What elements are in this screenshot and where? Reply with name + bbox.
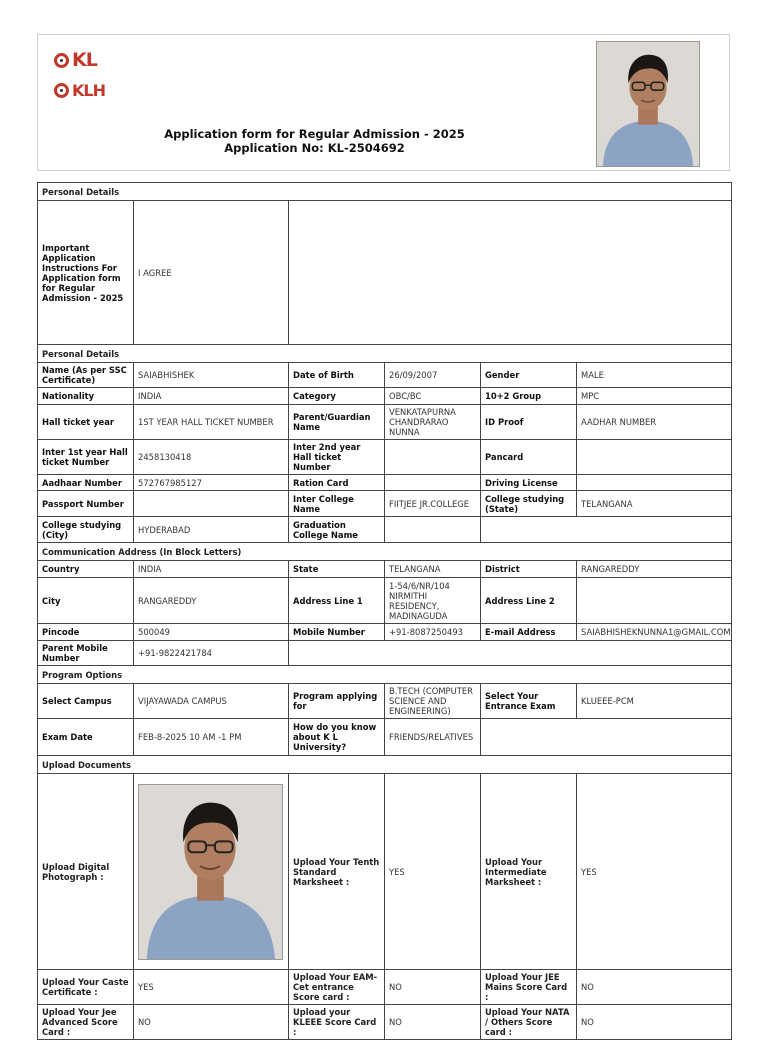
campus-label: Select Campus	[38, 684, 134, 719]
blank-cell	[289, 641, 732, 666]
graduation-label: Graduation College Name	[289, 517, 385, 543]
upload-caste-value: YES	[134, 970, 289, 1005]
passport-label: Passport Number	[38, 491, 134, 517]
city-value: RANGAREDDY	[134, 578, 289, 624]
address-line1-value: 1-54/6/NR/104 NIRMITHI RESIDENCY, MADINAGUDA	[385, 578, 481, 624]
upload-jee-advanced-label: Upload Your Jee Advanced Score Card :	[38, 1005, 134, 1040]
upload-photo-label: Upload Digital Photograph :	[38, 774, 134, 970]
address-line2-value	[577, 578, 732, 624]
category-value: OBC/BC	[385, 388, 481, 405]
upload-tenth-value: YES	[385, 774, 481, 970]
inter2-value	[385, 440, 481, 475]
ration-value	[385, 475, 481, 491]
program-value: B.TECH (COMPUTER SCIENCE AND ENGINEERING)	[385, 684, 481, 719]
email-label: E-mail Address	[481, 624, 577, 641]
upload-tenth-label: Upload Your Tenth Standard Marksheet :	[289, 774, 385, 970]
exam-date-value: FEB-8-2025 10 AM -1 PM	[134, 719, 289, 756]
upload-photo-cell	[134, 774, 289, 970]
college-state-label: College studying (State)	[481, 491, 577, 517]
upload-nata-label: Upload Your NATA / Others Score card :	[481, 1005, 577, 1040]
upload-inter-label: Upload Your Intermediate Marksheet :	[481, 774, 577, 970]
mobile-value: +91-8087250493	[385, 624, 481, 641]
exam-date-label: Exam Date	[38, 719, 134, 756]
instructions-value: I AGREE	[134, 201, 289, 345]
college-city-label: College studying (City)	[38, 517, 134, 543]
seal-icon	[54, 83, 69, 98]
guardian-value: VENKATAPURNA CHANDRARAO NUNNA	[385, 405, 481, 440]
ration-label: Ration Card	[289, 475, 385, 491]
parent-mobile-value: +91-9822421784	[134, 641, 289, 666]
nationality-label: Nationality	[38, 388, 134, 405]
pincode-label: Pincode	[38, 624, 134, 641]
entrance-exam-value: KLUEEE-PCM	[577, 684, 732, 719]
college-city-value: HYDERABAD	[134, 517, 289, 543]
klh-university-logo	[54, 81, 116, 103]
instructions-label: Important Application Instructions For Application form for Regular Admission - 2025	[38, 201, 134, 345]
upload-jee-advanced-value: NO	[134, 1005, 289, 1040]
form-title-line1: Application form for Regular Admission - 2025	[164, 127, 465, 141]
section-personal-details: Personal Details	[38, 345, 732, 363]
pancard-label: Pancard	[481, 440, 577, 475]
campus-value: VIJAYAWADA CAMPUS	[134, 684, 289, 719]
category-label: Category	[289, 388, 385, 405]
program-label: Program applying for	[289, 684, 385, 719]
upload-caste-label: Upload Your Caste Certificate :	[38, 970, 134, 1005]
section-personal-details-top: Personal Details	[38, 183, 732, 201]
aadhaar-label: Aadhaar Number	[38, 475, 134, 491]
logo-text-klh: KLH	[72, 81, 105, 100]
seal-icon	[54, 53, 69, 68]
dob-label: Date of Birth	[289, 363, 385, 388]
guardian-label: Parent/Guardian Name	[289, 405, 385, 440]
uploaded-portrait-icon	[139, 785, 282, 959]
pincode-value: 500049	[134, 624, 289, 641]
graduation-value	[385, 517, 481, 543]
parent-mobile-label: Parent Mobile Number	[38, 641, 134, 666]
college-state-value: TELANGANA	[577, 491, 732, 517]
group-value: MPC	[577, 388, 732, 405]
inter1-label: Inter 1st year Hall ticket Number	[38, 440, 134, 475]
hallticket-label: Hall ticket year	[38, 405, 134, 440]
applicant-photo	[596, 41, 700, 167]
intercollege-value: FIITJEE JR.COLLEGE	[385, 491, 481, 517]
district-value: RANGAREDDY	[577, 561, 732, 578]
instructions-blank	[289, 201, 732, 345]
city-label: City	[38, 578, 134, 624]
inter1-value: 2458130418	[134, 440, 289, 475]
upload-kleee-label: Upload your KLEEE Score Card :	[289, 1005, 385, 1040]
blank-cell	[481, 517, 732, 543]
applicant-portrait-icon	[597, 42, 699, 166]
section-program-options: Program Options	[38, 666, 732, 684]
address-line1-label: Address Line 1	[289, 578, 385, 624]
section-communication-address: Communication Address (In Block Letters)	[38, 543, 732, 561]
blank-cell	[481, 719, 732, 756]
group-label: 10+2 Group	[481, 388, 577, 405]
state-value: TELANGANA	[385, 561, 481, 578]
country-value: INDIA	[134, 561, 289, 578]
know-label: How do you know about K L University?	[289, 719, 385, 756]
intercollege-label: Inter College Name	[289, 491, 385, 517]
nationality-value: INDIA	[134, 388, 289, 405]
address-line2-label: Address Line 2	[481, 578, 577, 624]
logo-text-kl: KL	[72, 49, 97, 71]
upload-inter-value: YES	[577, 774, 732, 970]
upload-jee-mains-label: Upload Your JEE Mains Score Card :	[481, 970, 577, 1005]
name-label: Name (As per SSC Certificate)	[38, 363, 134, 388]
mobile-label: Mobile Number	[289, 624, 385, 641]
upload-eamcet-value: NO	[385, 970, 481, 1005]
email-value: SAIABHISHEKNUNNA1@GMAIL.COM	[577, 624, 732, 641]
application-form-table	[37, 182, 732, 1040]
district-label: District	[481, 561, 577, 578]
passport-value	[134, 491, 289, 517]
inter2-label: Inter 2nd year Hall ticket Number	[289, 440, 385, 475]
state-label: State	[289, 561, 385, 578]
name-value: SAIABHISHEK	[134, 363, 289, 388]
upload-kleee-value: NO	[385, 1005, 481, 1040]
driving-value	[577, 475, 732, 491]
entrance-exam-label: Select Your Entrance Exam	[481, 684, 577, 719]
kl-university-logo	[54, 51, 116, 73]
idproof-label: ID Proof	[481, 405, 577, 440]
gender-label: Gender	[481, 363, 577, 388]
gender-value: MALE	[577, 363, 732, 388]
pancard-value	[577, 440, 732, 475]
hallticket-value: 1ST YEAR HALL TICKET NUMBER	[134, 405, 289, 440]
dob-value: 26/09/2007	[385, 363, 481, 388]
know-value: FRIENDS/RELATIVES	[385, 719, 481, 756]
application-number: Application No: KL-2504692	[224, 141, 405, 155]
form-header	[37, 34, 730, 171]
uploaded-photograph	[138, 784, 283, 960]
upload-nata-value: NO	[577, 1005, 732, 1040]
section-upload-documents: Upload Documents	[38, 756, 732, 774]
upload-jee-mains-value: NO	[577, 970, 732, 1005]
idproof-value: AADHAR NUMBER	[577, 405, 732, 440]
form-title	[38, 127, 591, 155]
driving-label: Driving License	[481, 475, 577, 491]
country-label: Country	[38, 561, 134, 578]
upload-eamcet-label: Upload Your EAM-Cet entrance Score card :	[289, 970, 385, 1005]
aadhaar-value: 572767985127	[134, 475, 289, 491]
